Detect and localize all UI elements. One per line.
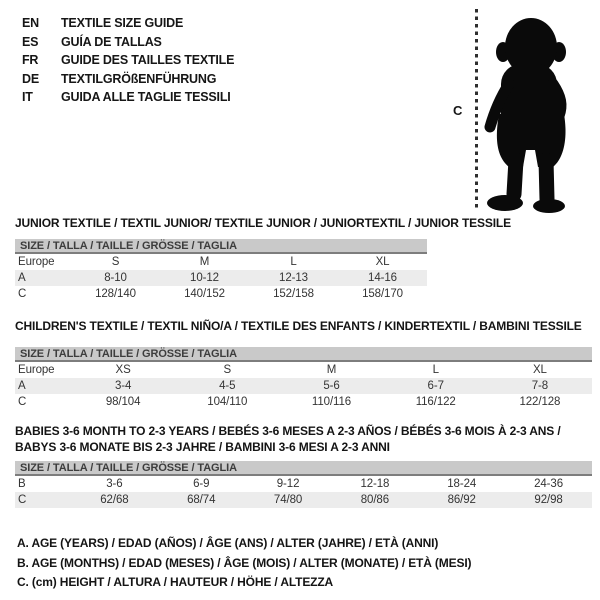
table-row-height: [15, 492, 592, 508]
table-row-europe: [15, 254, 427, 270]
language-code: DE: [22, 71, 39, 86]
row-label: C: [18, 288, 27, 300]
children-size-table: [15, 347, 592, 410]
height-cell: 116/122: [415, 396, 456, 408]
table-row-age: [15, 270, 427, 286]
height-cell: 152/158: [273, 288, 314, 300]
age-cell: 18-24: [447, 478, 477, 490]
babies-title-line2: BABYS 3-6 MONATE BIS 2-3 JAHRE / BAMBINI 3-6 MESI A 2-3 ANNI: [15, 439, 390, 454]
table-row-europe: [15, 362, 592, 378]
row-label: A: [18, 272, 26, 284]
age-cell: 10-12: [190, 272, 219, 284]
language-code: ES: [22, 34, 39, 49]
age-cell: 12-18: [360, 478, 390, 490]
row-label: C: [18, 396, 27, 408]
age-cell: 5-6: [323, 380, 340, 392]
table-row-height: [15, 394, 592, 410]
language-row-es: [22, 33, 234, 52]
legend-line-c: C. (cm) HEIGHT / ALTURA / HAUTEUR / HÖHE / ALTEZZA: [17, 575, 334, 589]
size-cell: XS: [115, 364, 131, 376]
size-cell: L: [432, 364, 439, 376]
junior-size-table: [15, 239, 427, 302]
height-cell: 86/92: [447, 494, 476, 506]
row-label: A: [18, 380, 26, 392]
size-cell: XL: [532, 364, 547, 376]
age-cell: 4-5: [219, 380, 236, 392]
language-code: EN: [22, 16, 39, 31]
language-label: GUIDE DES TAILLES TEXTILE: [61, 53, 235, 68]
age-cell: 3-6: [106, 478, 123, 490]
table-row-age: [15, 378, 592, 394]
table-row-age-months: [15, 476, 592, 492]
language-code: FR: [22, 53, 39, 68]
age-cell: 12-13: [279, 272, 308, 284]
height-figure: [450, 5, 595, 210]
row-label: Europe: [18, 256, 55, 268]
legend-line-a: A. AGE (YEARS) / EDAD (AÑOS) / ÂGE (ANS) / ALTER (JAHRE) / ETÀ (ANNI): [17, 536, 439, 550]
babies-title-line1: BABIES 3-6 MONTH TO 2-3 YEARS / BEBÉS 3-6 MESES A 2-3 AÑOS / BÉBÉS 3-6 MOIS À 2-3 ANS /: [15, 424, 561, 438]
language-label: TEXTILE SIZE GUIDE: [61, 16, 184, 31]
height-cell: 122/128: [519, 396, 561, 408]
size-header-bar: SIZE / TALLA / TAILLE / GRÖSSE / TAGLIA: [15, 347, 592, 362]
height-cell: 62/68: [100, 494, 129, 506]
age-cell: 3-4: [114, 380, 132, 392]
size-cell: M: [199, 256, 210, 268]
language-row-en: [22, 14, 234, 33]
height-cell: 158/170: [362, 288, 403, 300]
language-row-it: [22, 88, 234, 107]
height-measure-label: C: [453, 103, 463, 118]
baby-silhouette-icon: [483, 8, 583, 213]
height-cell: 68/74: [187, 494, 216, 506]
children-table-title: CHILDREN'S TEXTILE / TEXTIL NIÑO/A / TEXTILE DES ENFANTS / KINDERTEXTIL / BAMBINI TESSILE: [15, 319, 582, 333]
junior-table-title: JUNIOR TEXTILE / TEXTIL JUNIOR/ TEXTILE JUNIOR / JUNIORTEXTIL / JUNIOR TESSILE: [15, 216, 511, 230]
height-cell: 74/80: [273, 494, 303, 506]
language-list: [22, 14, 234, 107]
size-cell: S: [223, 364, 232, 376]
babies-size-table: [15, 461, 592, 508]
age-cell: 7-8: [531, 380, 549, 392]
height-cell: 80/86: [360, 494, 390, 506]
size-cell: XL: [375, 256, 390, 268]
size-cell: L: [290, 256, 297, 268]
size-cell: M: [326, 364, 337, 376]
row-label: Europe: [18, 364, 55, 376]
age-cell: 6-7: [427, 380, 444, 392]
age-cell: 14-16: [368, 272, 397, 284]
language-label: GUÍA DE TALLAS: [61, 34, 162, 49]
legend-line-b: B. AGE (MONTHS) / EDAD (MESES) / ÂGE (MOIS) / ALTER (MONATE) / ETÀ (MESI): [17, 555, 472, 570]
size-header-bar: SIZE / TALLA / TAILLE / GRÖSSE / TAGLIA: [15, 239, 427, 254]
size-cell: S: [111, 256, 120, 268]
language-label: TEXTILGRÖßENFÜHRUNG: [61, 71, 217, 86]
babies-table-title: [15, 424, 561, 455]
age-cell: 9-12: [276, 478, 300, 490]
row-label: B: [18, 478, 26, 490]
height-cell: 128/140: [95, 288, 136, 300]
height-cell: 104/110: [207, 396, 248, 408]
size-header-bar: SIZE / TALLA / TAILLE / GRÖSSE / TAGLIA: [15, 461, 592, 476]
language-label: GUIDA ALLE TAGLIE TESSILI: [61, 90, 231, 105]
row-label: C: [18, 494, 27, 506]
height-cell: 92/98: [534, 494, 563, 506]
language-row-de: [22, 70, 234, 89]
height-cell: 110/116: [311, 396, 352, 408]
language-row-fr: [22, 51, 234, 70]
age-cell: 8-10: [104, 272, 127, 284]
age-cell: 24-36: [534, 478, 564, 490]
language-code: IT: [22, 90, 33, 105]
table-row-height: [15, 286, 427, 302]
height-cell: 140/152: [184, 288, 225, 300]
height-cell: 98/104: [105, 396, 141, 408]
height-dashed-line: [475, 9, 478, 209]
legend: [17, 534, 471, 593]
age-cell: 6-9: [193, 478, 210, 490]
